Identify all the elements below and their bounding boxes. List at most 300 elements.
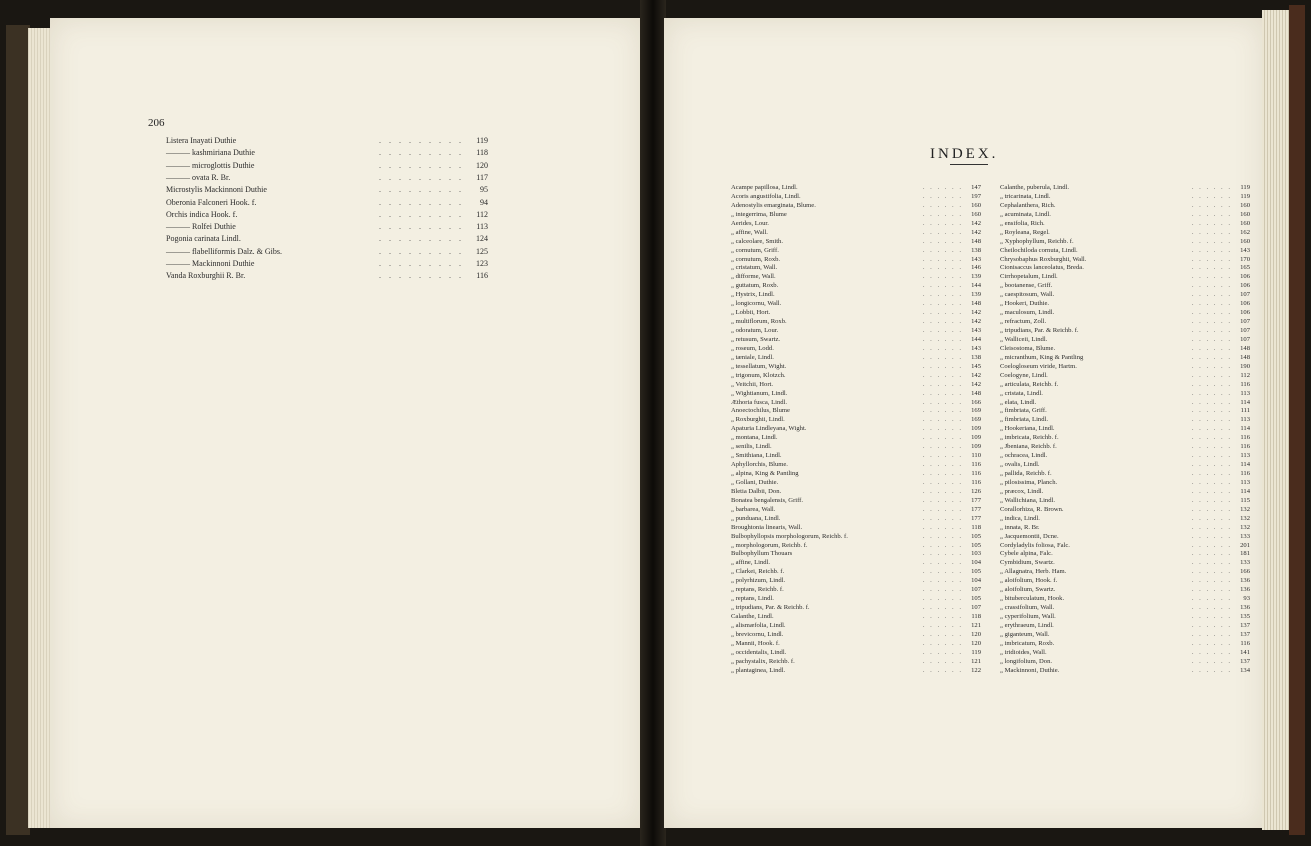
leader-dots: . . . . . . (1191, 630, 1232, 638)
entry-page: 104 (971, 559, 981, 567)
index-entry (166, 198, 488, 209)
index-entry (166, 136, 488, 147)
entry-page: 134 (1240, 666, 1250, 674)
index-entry (1000, 211, 1250, 220)
leader-dots: . . . . . . . . . (379, 271, 464, 281)
index-entry (1000, 345, 1250, 354)
entry-page: 139 (971, 273, 981, 281)
entry-name: „ cornutum, Griff. (731, 246, 779, 254)
leader-dots: . . . . . . (922, 380, 963, 388)
index-entry (731, 399, 981, 408)
entry-page: 118 (476, 148, 488, 158)
entry-name: „ calceolare, Smith. (731, 237, 783, 245)
index-entry (1000, 533, 1250, 542)
entry-page: 160 (1240, 219, 1250, 227)
entry-name: Acoris angustifolia, Lindl. (731, 192, 801, 200)
entry-name: „ præcox, Lindl. (1000, 487, 1044, 495)
leader-dots: . . . . . . (1191, 461, 1232, 469)
entry-page: 142 (971, 318, 981, 326)
leader-dots: . . . . . . (922, 335, 963, 343)
leader-dots: . . . . . . . . . (379, 259, 464, 268)
leader-dots: . . . . . . . . . (379, 197, 464, 207)
leader-dots: . . . . . . . . . (379, 185, 464, 195)
entry-name: „ alismæfolia, Lindl. (731, 621, 786, 629)
entry-page: 114 (1240, 461, 1250, 469)
index-entry (731, 479, 981, 488)
entry-page: 120 (476, 160, 488, 170)
entry-name: Bulbophyllopsis morphologorum, Reichb. f. (731, 532, 848, 540)
leader-dots: . . . . . . (1191, 407, 1232, 415)
page-number: 206 (148, 117, 165, 129)
entry-page: 106 (1240, 300, 1250, 308)
index-entry (731, 452, 981, 461)
page-edges-left (28, 28, 52, 828)
index-entry (166, 222, 488, 233)
index-entry (731, 318, 981, 327)
entry-name: „ alpina, King & Pantling (731, 470, 799, 477)
entry-name: „ Hookeri, Duthie. (1000, 300, 1050, 308)
leader-dots: . . . . . . (922, 228, 963, 236)
entry-page: 143 (971, 255, 981, 263)
index-entry (731, 506, 981, 515)
entry-page: 107 (1240, 335, 1250, 343)
index-entry (1000, 640, 1250, 649)
leader-dots: . . . . . . (1191, 327, 1232, 334)
entry-name: „ retusum, Swartz. (731, 335, 781, 343)
leader-dots: . . . . . . (1191, 380, 1232, 388)
index-entry (1000, 264, 1250, 273)
entry-page: 181 (1240, 550, 1250, 558)
entry-page: 117 (476, 172, 488, 182)
index-entry (1000, 425, 1250, 434)
leader-dots: . . . . . . (1191, 550, 1232, 558)
entry-name: „ Walliceii, Lindl. (1000, 335, 1048, 343)
leader-dots: . . . . . . (922, 613, 963, 620)
entry-page: 116 (1240, 639, 1250, 647)
index-entry (1000, 461, 1250, 470)
entry-name: ——— ovata R. Br. (166, 172, 231, 182)
leader-dots: . . . . . . (922, 586, 963, 594)
entry-name: „ bituberculatum, Hook. (1000, 595, 1065, 603)
index-entry (731, 604, 981, 613)
index-entry (731, 658, 981, 667)
entry-page: 113 (1240, 452, 1250, 460)
index-entry (1000, 488, 1250, 497)
index-entry (1000, 649, 1250, 658)
index-entry (731, 282, 981, 291)
leader-dots: . . . . . . (922, 282, 963, 290)
leader-dots: . . . . . . (1191, 335, 1232, 343)
index-entry (731, 247, 981, 256)
entry-page: 107 (1240, 291, 1250, 299)
entry-page: 105 (971, 595, 981, 603)
index-entry (1000, 354, 1250, 363)
leader-dots: . . . . . . . . . (379, 148, 464, 158)
book-spine (640, 0, 666, 846)
leader-dots: . . . . . . . . . (379, 234, 464, 244)
entry-name: Aphyllorchis, Blume. (731, 461, 788, 469)
entry-page: 135 (1240, 613, 1250, 620)
entry-page: 132 (1240, 523, 1250, 531)
index-entry (731, 211, 981, 220)
index-entry (1000, 416, 1250, 425)
title-rule (950, 164, 988, 165)
entry-name: „ morphologorum, Reichb. f. (731, 541, 808, 549)
index-entry (166, 185, 488, 196)
entry-name: „ refractum, Zoll. (1000, 318, 1047, 326)
entry-page: 103 (971, 550, 981, 558)
entry-page: 116 (1240, 380, 1250, 388)
entry-name: „ ovalis, Lindl. (1000, 461, 1040, 469)
index-entry (1000, 247, 1250, 256)
entry-name: „ Smithiana, Lindl. (731, 452, 782, 460)
book-cover-right (1289, 5, 1305, 835)
entry-name: „ Gollani, Duthie. (731, 478, 779, 486)
entry-name: „ pilosissima, Planch. (1000, 478, 1058, 486)
entry-page: 132 (1240, 514, 1250, 522)
index-entry (731, 470, 981, 479)
entry-name: „ tricarinata, Lindl. (1000, 192, 1051, 200)
index-entry (1000, 291, 1250, 300)
leader-dots: . . . . . . (922, 434, 963, 442)
leader-dots: . . . . . . (922, 621, 963, 629)
entry-page: 120 (971, 630, 981, 638)
index-entry (1000, 202, 1250, 211)
entry-name: „ tæniale, Lindl. (731, 353, 774, 361)
page-edges-right (1262, 10, 1290, 830)
leader-dots: . . . . . . (922, 255, 963, 263)
entry-page: 110 (971, 452, 981, 460)
entry-page: 190 (1240, 362, 1250, 370)
entry-name: Oberonia Falconeri Hook. f. (166, 197, 257, 207)
entry-name: „ affine, Wall. (731, 228, 768, 236)
entry-name: „ occidentalis, Lindl. (731, 648, 787, 656)
entry-name: „ difforme, Wall. (731, 273, 776, 281)
leader-dots: . . . . . . (1191, 389, 1232, 397)
entry-name: „ maculosum, Lindl. (1000, 309, 1055, 317)
entry-name: Cordyladylis foliosa, Falc. (1000, 541, 1070, 549)
leader-dots: . . . . . . (922, 648, 963, 656)
entry-page: 148 (971, 300, 981, 308)
leader-dots: . . . . . . (922, 273, 963, 281)
leader-dots: . . . . . . (922, 657, 963, 665)
entry-name: „ cristatum, Wall. (731, 264, 778, 272)
entry-name: Cybele alpina, Falc. (1000, 550, 1053, 558)
entry-page: 160 (971, 210, 981, 218)
entry-name: „ roseum, Lodd. (731, 344, 774, 352)
index-entry (1000, 506, 1250, 515)
index-entry (166, 259, 488, 270)
entry-name: „ multiflorum, Roxb. (731, 318, 787, 326)
entry-page: 119 (971, 648, 981, 656)
entry-page: 123 (476, 259, 488, 268)
index-entry (731, 220, 981, 229)
entry-name: Cymbidium, Swartz. (1000, 559, 1055, 567)
entry-page: 160 (1240, 201, 1250, 209)
leader-dots: . . . . . . (922, 443, 963, 451)
index-entry (166, 173, 488, 184)
entry-name: „ pachystalix, Reichb. f. (731, 657, 795, 665)
entry-page: 109 (971, 425, 981, 433)
leader-dots: . . . . . . (922, 264, 963, 272)
leader-dots: . . . . . . (1191, 443, 1232, 451)
entry-page: 142 (971, 228, 981, 236)
entry-name: Coelogloseum viride, Hartm. (1000, 362, 1077, 370)
index-entry (1000, 604, 1250, 613)
entry-name: „ iridioides, Wall. (1000, 648, 1047, 656)
entry-page: 177 (971, 496, 981, 504)
index-entry (731, 622, 981, 631)
index-entry (1000, 479, 1250, 488)
leader-dots: . . . . . . (1191, 353, 1232, 361)
book-cover-left (6, 25, 30, 835)
index-entry (1000, 381, 1250, 390)
leader-dots: . . . . . . (1191, 568, 1232, 576)
entry-page: 107 (971, 604, 981, 612)
entry-page: 106 (1240, 309, 1250, 317)
leader-dots: . . . . . . (1191, 273, 1232, 281)
index-entry (1000, 318, 1250, 327)
entry-name: „ Clarkei, Reichb. f. (731, 568, 785, 576)
entry-name: „ acuminata, Lindl. (1000, 210, 1051, 218)
entry-name: „ fimbriata, Lindl. (1000, 416, 1048, 424)
index-entry (731, 256, 981, 265)
index-entry (731, 515, 981, 524)
index-entry (1000, 238, 1250, 247)
entry-page: 138 (971, 353, 981, 361)
entry-name: ——— Mackinnoni Duthie (166, 259, 255, 268)
index-entry (731, 461, 981, 470)
entry-name: „ barbarea, Wall. (731, 505, 776, 513)
index-entry (1000, 184, 1250, 193)
entry-name: ——— microglottis Duthie (166, 160, 255, 170)
index-entry (731, 613, 981, 622)
index-entry (731, 229, 981, 238)
index-entry (1000, 559, 1250, 568)
leader-dots: . . . . . . (922, 353, 963, 361)
entry-name: „ pallida, Reichb. f. (1000, 470, 1052, 477)
index-entry (731, 372, 981, 381)
index-entry (1000, 434, 1250, 443)
leader-dots: . . . . . . . . . (379, 136, 464, 145)
entry-name: Chrysobaphus Roxburghii, Wall. (1000, 255, 1087, 263)
leader-dots: . . . . . . (922, 219, 963, 227)
entry-page: 111 (1240, 407, 1250, 415)
entry-page: 112 (1240, 371, 1250, 379)
index-entry (1000, 658, 1250, 667)
entry-page: 105 (971, 568, 981, 576)
index-entry (1000, 363, 1250, 372)
index-entry (731, 291, 981, 300)
entry-name: „ Hystrix, Lindl. (731, 291, 775, 299)
entry-name: „ Roxburghii, Lindl. (731, 416, 785, 424)
entry-page: 136 (1240, 604, 1250, 612)
entry-page: 142 (971, 371, 981, 379)
index-entry (731, 407, 981, 416)
entry-name: Microstylis Mackinnoni Duthie (166, 185, 267, 195)
leader-dots: . . . . . . (1191, 264, 1232, 272)
leader-dots: . . . . . . . . . (379, 222, 464, 232)
entry-name: „ Mannii, Hook. f. (731, 639, 780, 647)
index-entry (731, 649, 981, 658)
leader-dots: . . . . . . (1191, 201, 1232, 209)
leader-dots: . . . . . . (1191, 371, 1232, 379)
entry-page: 166 (1240, 568, 1250, 576)
index-entry (731, 363, 981, 372)
index-entry (731, 640, 981, 649)
leader-dots: . . . . . . (922, 478, 963, 486)
entry-page: 113 (476, 222, 488, 232)
entry-page: 166 (971, 398, 981, 406)
entry-page: 142 (971, 380, 981, 388)
leader-dots: . . . . . . . . . (379, 209, 464, 219)
leader-dots: . . . . . . (1191, 300, 1232, 308)
index-entry (731, 586, 981, 595)
entry-page: 116 (1240, 443, 1250, 451)
entry-page: 94 (480, 197, 488, 207)
leader-dots: . . . . . . (1191, 613, 1232, 620)
index-entry (1000, 220, 1250, 229)
leader-dots: . . . . . . (922, 630, 963, 638)
entry-page: 121 (971, 657, 981, 665)
index-entry (731, 300, 981, 309)
entry-page: 112 (476, 209, 488, 219)
entry-page: 125 (476, 246, 488, 256)
leader-dots: . . . . . . (1191, 398, 1232, 406)
leader-dots: . . . . . . (922, 425, 963, 433)
entry-page: 116 (1240, 434, 1250, 442)
entry-name: „ Wightianum, Lindl. (731, 389, 788, 397)
leader-dots: . . . . . . (1191, 416, 1232, 424)
entry-name: „ plantaginea, Lindl. (731, 666, 786, 674)
leader-dots: . . . . . . (1191, 639, 1232, 647)
entry-page: 107 (1240, 318, 1250, 326)
leader-dots: . . . . . . (922, 201, 963, 209)
index-entry (1000, 300, 1250, 309)
leader-dots: . . . . . . (922, 291, 963, 299)
entry-page: 133 (1240, 532, 1250, 540)
index-entry (1000, 595, 1250, 604)
leader-dots: . . . . . . (922, 639, 963, 647)
index-entry (1000, 372, 1250, 381)
leader-dots: . . . . . . (1191, 648, 1232, 656)
entry-name: „ trigonum, Klotzch. (731, 371, 786, 379)
leader-dots: . . . . . . (922, 389, 963, 397)
entry-name: ——— kashmiriana Duthie (166, 148, 255, 158)
leader-dots: . . . . . . (922, 523, 963, 531)
index-entry (1000, 282, 1250, 291)
entry-name: Broughtonia linearis, Wall. (731, 523, 803, 531)
entry-page: 169 (971, 416, 981, 424)
entry-page: 170 (1240, 255, 1250, 263)
leader-dots: . . . . . . (922, 210, 963, 218)
entry-name: „ giganteum, Wall. (1000, 630, 1050, 638)
index-column-2 (1000, 184, 1250, 676)
entry-name: Bletia Dalbii, Don. (731, 487, 782, 495)
entry-name: „ brevicornu, Lindl. (731, 630, 784, 638)
index-entry (731, 416, 981, 425)
entry-name: „ micranthum, King & Pantling (1000, 353, 1084, 361)
entry-name: „ fimbriata, Griff. (1000, 407, 1047, 415)
leader-dots: . . . . . . (1191, 237, 1232, 245)
index-entry (1000, 613, 1250, 622)
entry-page: 197 (971, 192, 981, 200)
entry-page: 106 (1240, 282, 1250, 290)
entry-page: 119 (1240, 192, 1250, 200)
entry-name: „ tripudians, Par. & Reichb. f. (1000, 327, 1079, 334)
leader-dots: . . . . . . (922, 470, 963, 477)
index-entry (166, 234, 488, 245)
leader-dots: . . . . . . (1191, 246, 1232, 254)
entry-name: Calanthe, puberula, Lindl. (1000, 184, 1070, 191)
index-entry (731, 497, 981, 506)
entry-page: 160 (971, 201, 981, 209)
entry-page: 113 (1240, 389, 1250, 397)
entry-name: „ montana, Lindl. (731, 434, 778, 442)
entry-page: 116 (971, 461, 981, 469)
index-entry (731, 238, 981, 247)
entry-name: Cionisaccus lanceolatus, Breda. (1000, 264, 1084, 272)
entry-name: „ articulata, Reichb. f. (1000, 380, 1059, 388)
leader-dots: . . . . . . (1191, 434, 1232, 442)
entry-name: „ Lobbii, Hort. (731, 309, 771, 317)
leader-dots: . . . . . . (922, 541, 963, 549)
entry-page: 105 (971, 532, 981, 540)
leader-dots: . . . . . . (1191, 559, 1232, 567)
leader-dots: . . . . . . (922, 344, 963, 352)
entry-name: „ erythraeum, Lindl. (1000, 621, 1054, 629)
index-entry (731, 354, 981, 363)
index-entry (731, 327, 981, 336)
index-entry (731, 336, 981, 345)
entry-page: 136 (1240, 577, 1250, 585)
leader-dots: . . . . . . (1191, 309, 1232, 317)
leader-dots: . . . . . . (1191, 470, 1232, 477)
leader-dots: . . . . . . (922, 318, 963, 326)
index-title: INDEX. (930, 146, 999, 162)
entry-page: 142 (971, 309, 981, 317)
leader-dots: . . . . . . (922, 184, 963, 191)
entry-page: 114 (1240, 398, 1250, 406)
index-entry (1000, 273, 1250, 282)
index-entry (1000, 524, 1250, 533)
entry-name: „ polyrhizum, Lindl. (731, 577, 786, 585)
leader-dots: . . . . . . (922, 577, 963, 585)
entry-name: „ cornutum, Roxb. (731, 255, 781, 263)
entry-page: 126 (971, 487, 981, 495)
entry-name: Bulbophyllum Thouars (731, 550, 793, 558)
leader-dots: . . . . . . (922, 461, 963, 469)
entry-name: Corallorhiza, R. Brown. (1000, 505, 1064, 513)
index-entry (731, 434, 981, 443)
entry-page: 93 (1243, 595, 1250, 603)
index-entry (166, 210, 488, 221)
entry-name: „ Allagnatra, Herb. Ham. (1000, 568, 1067, 576)
leader-dots: . . . . . . (922, 407, 963, 415)
entry-page: 141 (1240, 648, 1250, 656)
entry-name: Cleisostoma, Blume. (1000, 344, 1056, 352)
index-entry (1000, 309, 1250, 318)
entry-page: 137 (1240, 630, 1250, 638)
entry-name: „ reptans, Lindl. (731, 595, 774, 603)
index-entry (731, 184, 981, 193)
entry-name: „ ochracea, Lindl. (1000, 452, 1048, 460)
index-entry (731, 390, 981, 399)
entry-page: 144 (971, 335, 981, 343)
index-entry (1000, 631, 1250, 640)
entry-name: Acampe papillosa, Lindl. (731, 184, 798, 191)
entry-page: 136 (1240, 586, 1250, 594)
